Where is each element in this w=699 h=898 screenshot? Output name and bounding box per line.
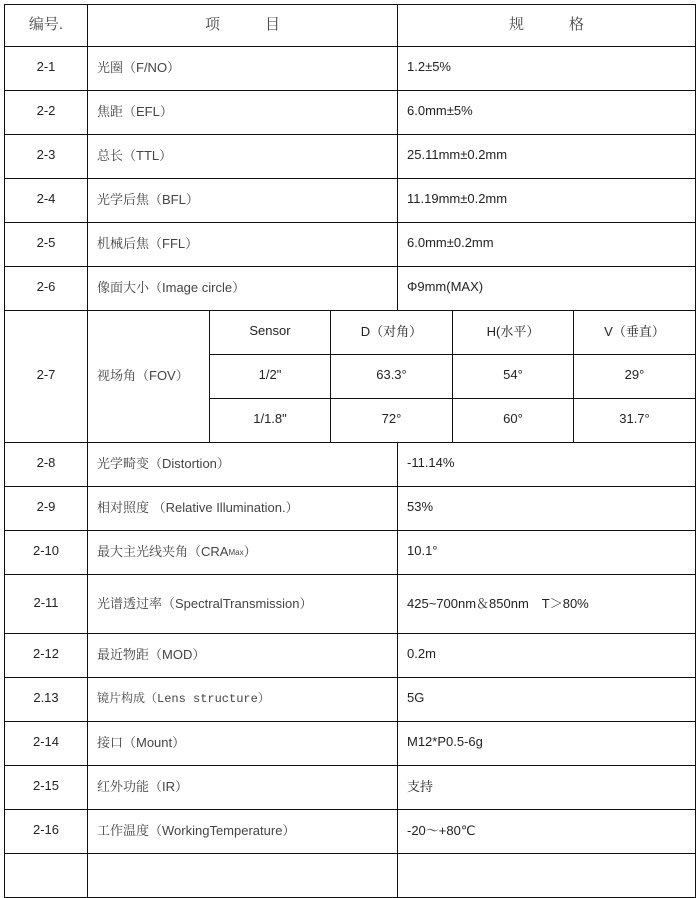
item-subscript: Max bbox=[228, 548, 244, 557]
row-number: 2-3 bbox=[4, 134, 88, 179]
row-spec bbox=[397, 853, 696, 898]
row-spec: 1.2±5% bbox=[397, 46, 696, 91]
row-spec: 5G bbox=[397, 677, 696, 722]
row-number: 2-14 bbox=[4, 721, 88, 766]
fov-cell: 1/1.8" bbox=[209, 398, 331, 443]
row-item: 光学畸变（Distortion） bbox=[87, 442, 398, 487]
row-spec: -11.14% bbox=[397, 442, 696, 487]
fov-cell: 54° bbox=[452, 354, 574, 399]
row-number: 2-10 bbox=[4, 530, 88, 575]
row-item: 工作温度（WorkingTemperature） bbox=[87, 809, 398, 854]
row-number: 2-12 bbox=[4, 633, 88, 678]
row-spec: 53% bbox=[397, 486, 696, 531]
row-spec: 0.2m bbox=[397, 633, 696, 678]
row-number: 2-11 bbox=[4, 574, 88, 634]
row-item: 焦距（EFL） bbox=[87, 90, 398, 135]
row-number: 2.13 bbox=[4, 677, 88, 722]
fov-cell: 72° bbox=[330, 398, 453, 443]
row-number: 2-7 bbox=[4, 310, 88, 443]
row-item: 光学后焦（BFL） bbox=[87, 178, 398, 223]
row-item: 视场角（FOV） bbox=[87, 310, 210, 443]
item-label-end: ） bbox=[243, 544, 257, 559]
row-number bbox=[4, 853, 88, 898]
row-item: 镜片构成（Lens structure） bbox=[87, 677, 398, 722]
row-item: 光谱透过率（SpectralTransmission） bbox=[87, 574, 398, 634]
row-item: 光圈（F/NO） bbox=[87, 46, 398, 91]
fov-cell: 60° bbox=[452, 398, 574, 443]
row-item: 最近物距（MOD） bbox=[87, 633, 398, 678]
row-item: 相对照度 （Relative Illumination.） bbox=[87, 486, 398, 531]
item-label: 最大主光线夹角（CRA bbox=[97, 544, 229, 559]
row-spec: 支持 bbox=[397, 765, 696, 810]
fov-cell: 29° bbox=[573, 354, 696, 399]
row-spec: 11.19mm±0.2mm bbox=[397, 178, 696, 223]
header-no: 编号. bbox=[4, 4, 88, 47]
row-item: 总长（TTL） bbox=[87, 134, 398, 179]
row-number: 2-6 bbox=[4, 266, 88, 311]
row-spec: 25.11mm±0.2mm bbox=[397, 134, 696, 179]
row-number: 2-1 bbox=[4, 46, 88, 91]
row-spec: 6.0mm±0.2mm bbox=[397, 222, 696, 267]
row-item: 机械后焦（FFL） bbox=[87, 222, 398, 267]
row-item: 像面大小（Image circle） bbox=[87, 266, 398, 311]
row-item: 接口（Mount） bbox=[87, 721, 398, 766]
row-spec: M12*P0.5-6g bbox=[397, 721, 696, 766]
row-number: 2-15 bbox=[4, 765, 88, 810]
fov-cell: 63.3° bbox=[330, 354, 453, 399]
fov-header: H(水平） bbox=[452, 310, 574, 355]
fov-header: V（垂直） bbox=[573, 310, 696, 355]
row-item bbox=[87, 530, 398, 575]
row-spec: 10.1° bbox=[397, 530, 696, 575]
header-spec: 规 格 bbox=[397, 4, 696, 47]
row-number: 2-5 bbox=[4, 222, 88, 267]
fov-header: Sensor bbox=[209, 310, 331, 355]
fov-header: D（对角） bbox=[330, 310, 453, 355]
row-item: 红外功能（IR） bbox=[87, 765, 398, 810]
row-spec: Φ9mm(MAX) bbox=[397, 266, 696, 311]
header-item: 项 目 bbox=[87, 4, 398, 47]
row-number: 2-8 bbox=[4, 442, 88, 487]
row-item bbox=[87, 853, 398, 898]
row-spec: -20～+80℃ bbox=[397, 809, 696, 854]
row-number: 2-9 bbox=[4, 486, 88, 531]
row-spec: 425~700nm＆850nm T＞80% bbox=[397, 574, 696, 634]
row-spec: 6.0mm±5% bbox=[397, 90, 696, 135]
fov-cell: 1/2" bbox=[209, 354, 331, 399]
fov-cell: 31.7° bbox=[573, 398, 696, 443]
row-number: 2-16 bbox=[4, 809, 88, 854]
row-number: 2-4 bbox=[4, 178, 88, 223]
row-number: 2-2 bbox=[4, 90, 88, 135]
